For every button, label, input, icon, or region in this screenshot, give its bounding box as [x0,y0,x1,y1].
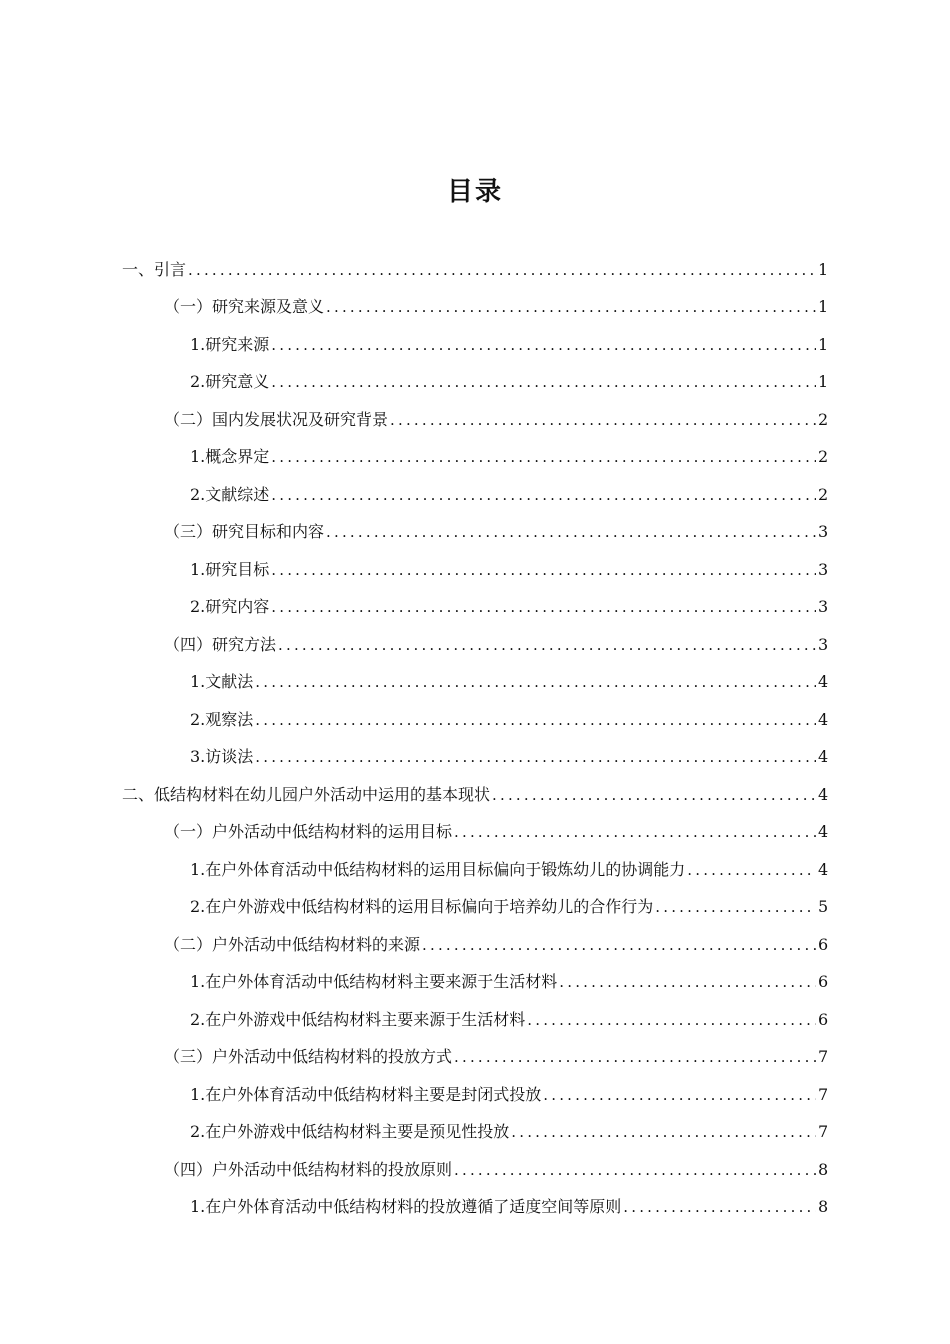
toc-entry[interactable] [0,1151,950,1189]
page-title: 目录 [446,177,503,207]
toc-entry-page-number: 3 [818,634,829,654]
toc-dot-leader [326,297,816,317]
toc-entry[interactable] [0,364,950,402]
toc-entry-label: （三）研究目标和内容 [164,522,325,542]
toc-entry-page-number: 5 [818,897,829,917]
toc-entry-label: 2.在户外游戏中低结构材料主要来源于生活材料 [190,1009,526,1029]
toc-dot-leader [271,485,816,505]
toc-entry-page-number: 1 [818,297,829,317]
toc-entry-label: 2.文献综述 [190,484,270,504]
toc-entry[interactable] [0,964,950,1002]
toc-entry-page-number: 1 [818,372,829,392]
toc-entry-label: （二）户外活动中低结构材料的来源 [164,934,421,954]
toc-dot-leader [188,260,816,280]
toc-dot-leader [687,860,816,880]
toc-dot-leader [278,635,816,655]
toc-dot-leader [326,522,816,542]
toc-entry-page-number: 6 [818,1009,829,1029]
toc-entry-label: 1.文献法 [190,672,254,692]
toc-entry-label: 2.在户外游戏中低结构材料主要是预见性投放 [190,1122,510,1142]
toc-dot-leader [623,1197,816,1217]
toc-entry-page-number: 7 [818,1084,829,1104]
toc-dot-leader [255,672,816,692]
toc-entry-label: 3.访谈法 [190,747,254,767]
toc-entry[interactable] [0,889,950,927]
toc-dot-leader [271,560,816,580]
toc-entry-label: 1.在户外体育活动中低结构材料主要是封闭式投放 [190,1084,542,1104]
toc-entry-label: （二）国内发展状况及研究背景 [164,409,389,429]
toc-entry-page-number: 8 [818,1159,829,1179]
toc-entry-label: 2.在户外游戏中低结构材料的运用目标偏向于培养幼儿的合作行为 [190,897,654,917]
toc-entry-label: 2.研究意义 [190,372,270,392]
toc-dot-leader [255,710,816,730]
toc-entry-page-number: 6 [818,972,829,992]
table-of-contents [0,251,950,1226]
toc-entry-label: （三）户外活动中低结构材料的投放方式 [164,1047,453,1067]
toc-entry-label: 二、低结构材料在幼儿园户外活动中运用的基本现状 [122,784,491,804]
toc-dot-leader [511,1122,816,1142]
toc-dot-leader [271,372,816,392]
toc-dot-leader [454,822,816,842]
toc-entry[interactable] [0,1114,950,1152]
toc-entry-label: 1.研究目标 [190,559,270,579]
toc-entry-page-number: 4 [818,784,829,804]
toc-entry[interactable] [0,926,950,964]
toc-dot-leader [543,1085,816,1105]
toc-entry[interactable] [0,1076,950,1114]
toc-dot-leader [492,785,816,805]
toc-entry-label: 1.概念界定 [190,447,270,467]
toc-dot-leader [271,447,816,467]
toc-entry[interactable] [0,1001,950,1039]
toc-entry-page-number: 2 [818,447,829,467]
toc-entry-page-number: 8 [818,1197,829,1217]
toc-entry-page-number: 4 [818,747,829,767]
toc-entry-page-number: 3 [818,597,829,617]
toc-entry[interactable] [0,401,950,439]
toc-entry[interactable] [0,251,950,289]
toc-entry[interactable] [0,476,950,514]
toc-entry-label: （一）研究来源及意义 [164,297,325,317]
toc-entry-label: 一、引言 [122,259,187,279]
toc-dot-leader [527,1010,816,1030]
toc-entry-label: （四）研究方法 [164,634,277,654]
toc-entry[interactable] [0,664,950,702]
toc-entry[interactable] [0,701,950,739]
toc-entry[interactable] [0,814,950,852]
toc-entry-page-number: 1 [818,334,829,354]
toc-entry[interactable] [0,776,950,814]
toc-entry[interactable] [0,326,950,364]
toc-entry[interactable] [0,514,950,552]
toc-entry-page-number: 4 [818,859,829,879]
toc-dot-leader [454,1047,816,1067]
toc-entry-page-number: 2 [818,409,829,429]
toc-dot-leader [390,410,816,430]
toc-dot-leader [422,935,816,955]
toc-entry-page-number: 3 [818,522,829,542]
toc-entry-page-number: 4 [818,709,829,729]
toc-entry-label: 1.在户外体育活动中低结构材料的运用目标偏向于锻炼幼儿的协调能力 [190,859,686,879]
toc-entry-page-number: 3 [818,559,829,579]
toc-entry-label: 1.在户外体育活动中低结构材料的投放遵循了适度空间等原则 [190,1197,622,1217]
toc-entry-label: （四）户外活动中低结构材料的投放原则 [164,1159,453,1179]
toc-dot-leader [255,747,816,767]
toc-entry-page-number: 7 [818,1122,829,1142]
toc-entry[interactable] [0,626,950,664]
toc-entry-page-number: 4 [818,822,829,842]
toc-entry-page-number: 1 [818,259,829,279]
toc-dot-leader [559,972,816,992]
toc-entry[interactable] [0,1189,950,1227]
toc-entry-label: 2.研究内容 [190,597,270,617]
toc-entry[interactable] [0,439,950,477]
toc-entry[interactable] [0,289,950,327]
toc-entry-label: 2.观察法 [190,709,254,729]
toc-entry-page-number: 7 [818,1047,829,1067]
toc-entry[interactable] [0,851,950,889]
toc-entry-page-number: 6 [818,934,829,954]
toc-entry[interactable] [0,551,950,589]
toc-entry-page-number: 2 [818,484,829,504]
toc-dot-leader [271,335,816,355]
toc-entry-label: 1.研究来源 [190,334,270,354]
toc-entry-label: 1.在户外体育活动中低结构材料主要来源于生活材料 [190,972,558,992]
toc-entry[interactable] [0,739,950,777]
toc-dot-leader [271,597,816,617]
toc-entry[interactable] [0,1039,950,1077]
toc-entry[interactable] [0,589,950,627]
toc-dot-leader [655,897,816,917]
toc-dot-leader [454,1160,816,1180]
toc-entry-page-number: 4 [818,672,829,692]
toc-entry-label: （一）户外活动中低结构材料的运用目标 [164,822,453,842]
